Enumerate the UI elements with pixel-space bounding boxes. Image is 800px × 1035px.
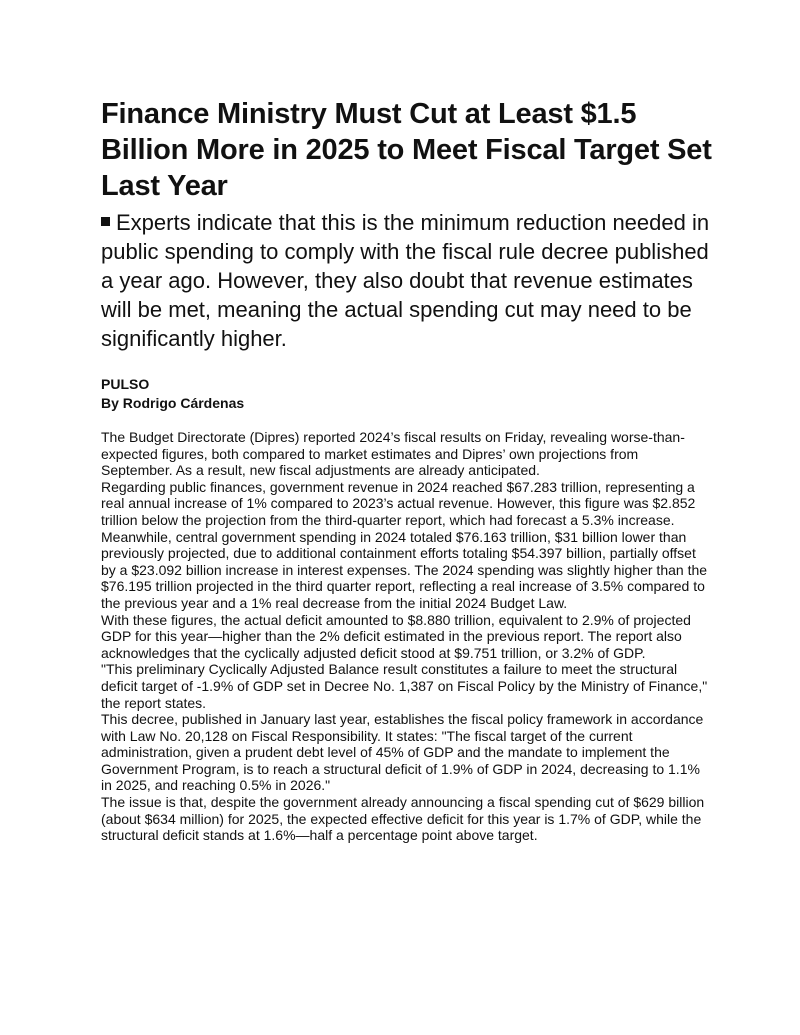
headline: Finance Ministry Must Cut at Least $1.5 Billion More in 2025 to Meet Fiscal Target Set Last Year: [101, 98, 712, 202]
byline-block: [101, 375, 713, 413]
paragraph: Regarding public finances, government revenue in 2024 reached $67.283 trillion, representing a real annual increase of 1% compared to 2023’s actual revenue. However, this figure was $2.852 trillion below the projection from the third-quarter report, which had forecast a 5.3% increase.: [101, 478, 696, 528]
square-bullet-icon: [101, 217, 110, 226]
subheadline-block: [101, 208, 713, 353]
paragraph: "This preliminary Cyclically Adjusted Balance result constitutes a failure to meet the structural deficit target of -1.9% of GDP set in Decree No. 1,387 on Fiscal Policy by the Ministry of Finance," the report states.: [101, 661, 708, 711]
paragraph: This decree, published in January last year, establishes the fiscal policy framework in accordance with Law No. 20,128 on Fiscal Responsibility. It states: "The fiscal target of the current administration, given a prudent debt level of 45% of GDP and the mandate to implement the Government Program, is to reach a structural deficit of 1.9% of GDP in 2024, decreasing to 1.1% in 2025, and reaching 0.5% in 2026.": [101, 711, 704, 794]
article-body: [101, 429, 713, 844]
source-label: PULSO: [101, 376, 150, 392]
paragraph: With these figures, the actual deficit amounted to $8.880 trillion, equivalent to 2.9% of projected GDP for this year—higher than the 2% deficit estimated in the previous report. The report also acknowledges that the cyclically adjusted deficit stood at $9.751 trillion, or 3.2% of GDP.: [101, 611, 691, 661]
paragraph: The Budget Directorate (Dipres) reported 2024’s fiscal results on Friday, revealing worse-than-expected figures, both compared to market estimates and Dipres’ own projections from September. As a result, new fiscal adjustments are already anticipated.: [101, 429, 685, 479]
subheadline: Experts indicate that this is the minimum reduction needed in public spending to comply with the fiscal rule decree published a year ago. However, they also doubt that revenue estimates will be met, meaning the actual spending cut may need to be significantly higher.: [101, 210, 710, 351]
paragraph: Meanwhile, central government spending in 2024 totaled $76.163 trillion, $31 billion lower than previously projected, due to additional containment efforts totaling $54.397 billion, partially offset by a $23.092 billion increase in interest expenses. The 2024 spending was slightly higher than the $76.195 trillion projected in the third quarter report, reflecting a real increase of 3.5% compared to the previous year and a 1% real decrease from the initial 2024 Budget Law.: [101, 528, 708, 611]
article: [101, 96, 713, 844]
author-byline: By Rodrigo Cárdenas: [101, 395, 245, 411]
paragraph: The issue is that, despite the government already announcing a fiscal spending cut of $629 billion (about $634 million) for 2025, the expected effective deficit for this year is 1.7% of GDP, while the structural deficit stands at 1.6%—half a percentage point above target.: [101, 794, 705, 844]
